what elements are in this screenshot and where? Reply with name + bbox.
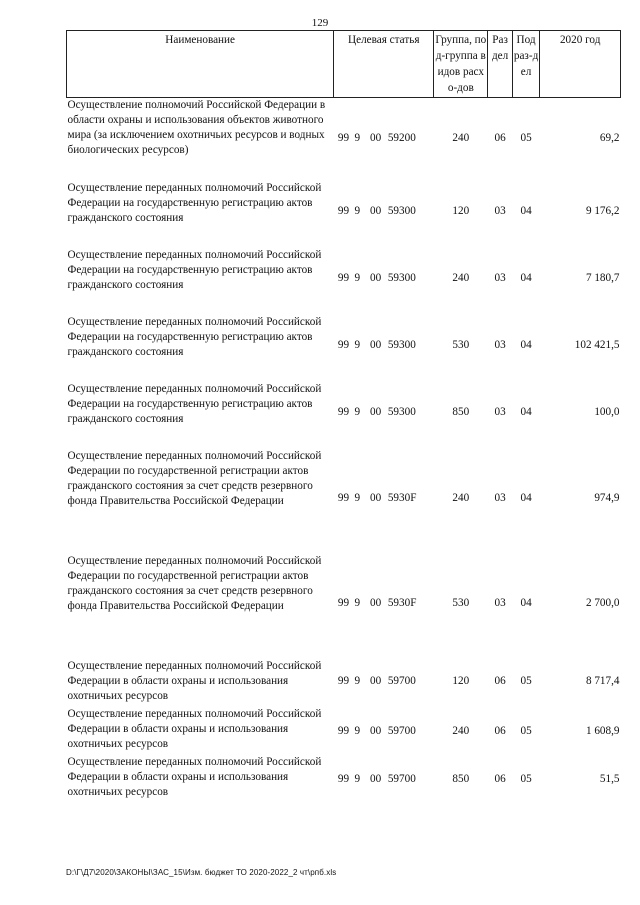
- row-code-subprogram: 9: [354, 339, 361, 351]
- row-section: 06: [494, 724, 506, 737]
- file-path-footer: D:\Г\Д7\2020\ЗАКОНЫ\ЗАС_15\Изм. бюджет ТО 2020-2022_2 чт\рпб.xls: [66, 868, 337, 877]
- row-code-event: 00: [370, 406, 382, 418]
- row-code-program: 99: [337, 406, 350, 418]
- row-group: 530: [452, 597, 470, 609]
- row-code-direction: 59300: [387, 272, 416, 284]
- table-row: [67, 656, 621, 707]
- header-subsection-text: Под раз-дел: [513, 34, 539, 78]
- row-code-event: 00: [370, 675, 382, 687]
- row-name: Осуществление переданных полномочий Российской Федерации в области охраны и использования охотничьих ресурсов: [67, 756, 322, 798]
- row-code-event: 00: [370, 272, 382, 284]
- row-code-program: 99: [337, 205, 350, 217]
- header-group-text: Группа, под-группа видов расхо-дов: [435, 34, 487, 94]
- row-name: Осуществление переданных полномочий Российской Федерации в области охраны и использования охотничьих ресурсов: [67, 708, 322, 750]
- row-amount: 102 421,5: [574, 339, 620, 351]
- row-group: 850: [452, 772, 470, 785]
- row-code-event: 00: [370, 131, 382, 144]
- row-name: Осуществление переданных полномочий Российской Федерации на государственную регистрацию актов гражданского состояния: [67, 316, 322, 358]
- row-amount: 2 700,0: [585, 597, 620, 609]
- row-subsection: 05: [520, 675, 532, 687]
- row-section: 06: [494, 675, 506, 687]
- row-section: 03: [494, 272, 506, 284]
- row-code-subprogram: 9: [354, 675, 361, 687]
- row-subsection: 04: [520, 205, 532, 217]
- row-subsection: 04: [520, 272, 532, 284]
- row-code-program: 99: [337, 675, 350, 687]
- row-section: 03: [494, 339, 506, 351]
- row-amount: 7 180,7: [585, 272, 620, 284]
- row-code-program: 99: [337, 597, 350, 609]
- header-section: [488, 31, 512, 98]
- row-name: Осуществление переданных полномочий Российской Федерации в области охраны и использования охотничьих ресурсов: [67, 660, 322, 702]
- row-subsection: 04: [520, 339, 532, 351]
- row-code-subprogram: 9: [354, 406, 361, 418]
- row-code-subprogram: 9: [354, 205, 361, 217]
- row-code-program: 99: [337, 272, 350, 284]
- row-code-subprogram: 9: [354, 597, 361, 609]
- row-section: 06: [494, 131, 506, 144]
- row-code-program: 99: [337, 772, 350, 785]
- row-subsection: 05: [520, 724, 532, 737]
- row-code-direction: 59200: [387, 131, 416, 144]
- row-name: Осуществление переданных полномочий Российской Федерации по государственной регистрации актов гражданского состояния за счет средств резервного фонда Правительства Российской Федерации: [67, 555, 322, 612]
- budget-table: [66, 30, 621, 803]
- row-code-event: 00: [370, 597, 382, 609]
- table-row: [67, 446, 621, 551]
- table-row: [67, 178, 621, 245]
- row-code-direction: 59700: [387, 675, 416, 687]
- row-section: 03: [494, 597, 506, 609]
- row-subsection: 04: [520, 597, 532, 609]
- table-row: [67, 707, 621, 755]
- row-amount: 1 608,9: [585, 724, 620, 737]
- row-group: 850: [452, 406, 470, 418]
- header-name: Наименование: [67, 31, 334, 98]
- row-group: 240: [452, 492, 470, 504]
- row-name: Осуществление переданных полномочий Российской Федерации на государственную регистрацию актов гражданского состояния: [67, 182, 322, 224]
- row-code-direction: 59300: [387, 406, 416, 418]
- table-header: [67, 31, 621, 98]
- table-body: [67, 98, 621, 804]
- row-code-direction: 5930F: [387, 597, 417, 609]
- page-number: 129: [311, 17, 329, 29]
- row-group: 120: [452, 675, 470, 687]
- row-code-event: 00: [370, 205, 382, 217]
- row-code-program: 99: [337, 339, 350, 351]
- row-amount: 69,2: [599, 131, 620, 144]
- row-group: 530: [452, 339, 470, 351]
- row-subsection: 05: [520, 772, 532, 785]
- row-code-direction: 5930F: [387, 492, 417, 504]
- row-code-direction: 59700: [387, 772, 416, 785]
- row-code-program: 99: [337, 724, 350, 737]
- row-amount: 8 717,4: [585, 675, 620, 687]
- row-amount: 974,9: [594, 492, 620, 504]
- row-group: 240: [452, 272, 470, 284]
- row-code-event: 00: [370, 724, 382, 737]
- row-subsection: 04: [520, 406, 532, 418]
- header-year: 2020 год: [540, 31, 621, 98]
- row-section: 06: [494, 772, 506, 785]
- row-code-direction: 59700: [387, 724, 416, 737]
- row-code-event: 00: [370, 339, 382, 351]
- row-code-event: 00: [370, 772, 382, 785]
- row-subsection: 05: [520, 131, 532, 144]
- row-group: 240: [452, 131, 470, 144]
- row-name: Осуществление переданных полномочий Российской Федерации на государственную регистрацию актов гражданского состояния: [67, 249, 322, 291]
- row-code-program: 99: [337, 131, 350, 144]
- table-row: [67, 245, 621, 312]
- table-row: [67, 755, 621, 803]
- row-group: 240: [452, 724, 470, 737]
- row-amount: 9 176,2: [585, 205, 620, 217]
- row-section: 03: [494, 492, 506, 504]
- row-subsection: 04: [520, 492, 532, 504]
- row-code-direction: 59300: [387, 205, 416, 217]
- header-subsection: [512, 31, 540, 98]
- row-code-program: 99: [337, 492, 350, 504]
- row-amount: 51,5: [599, 772, 620, 785]
- row-name: Осуществление переданных полномочий Российской Федерации на государственную регистрацию актов гражданского состояния: [67, 383, 322, 425]
- row-group: 120: [452, 205, 470, 217]
- row-section: 03: [494, 406, 506, 418]
- row-name: Осуществление полномочий Российской Федерации в области охраны и использования объектов животного мира (за исключением охотничьих ресурсов и водных биологических ресурсов): [67, 99, 326, 156]
- row-code-event: 00: [370, 492, 382, 504]
- table-row: [67, 98, 621, 179]
- row-amount: 100,0: [594, 406, 620, 418]
- row-code-subprogram: 9: [354, 772, 361, 785]
- header-section-text: Раз дел: [491, 34, 509, 62]
- table-row: [67, 379, 621, 446]
- row-code-subprogram: 9: [354, 131, 361, 144]
- table-row: [67, 312, 621, 379]
- header-group: [434, 31, 488, 98]
- row-code-subprogram: 9: [354, 272, 361, 284]
- row-code-subprogram: 9: [354, 724, 361, 737]
- row-code-subprogram: 9: [354, 492, 361, 504]
- row-name: Осуществление переданных полномочий Российской Федерации по государственной регистрации актов гражданского состояния за счет средств резервного фонда Правительства Российской Федерации: [67, 450, 322, 507]
- header-target: Целевая статья: [334, 31, 434, 98]
- row-code-direction: 59300: [387, 339, 416, 351]
- row-section: 03: [494, 205, 506, 217]
- table-row: [67, 551, 621, 656]
